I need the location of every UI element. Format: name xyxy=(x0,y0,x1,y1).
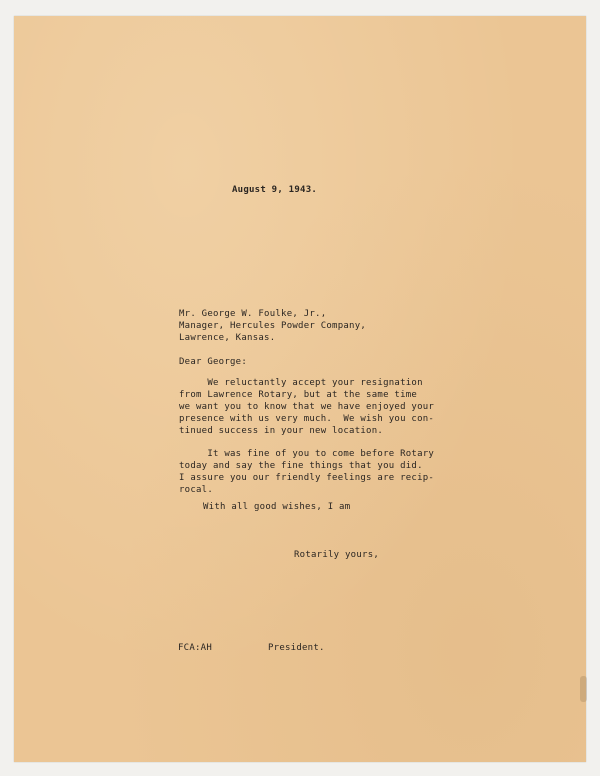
body-paragraph-1 xyxy=(179,377,434,437)
recipient-city: Lawrence, Kansas. xyxy=(179,333,276,343)
paragraph-line: today and say the fine things that you did. xyxy=(179,461,423,471)
paragraph-line: tinued success in your new location. xyxy=(179,426,384,436)
recipient-name: Mr. George W. Foulke, Jr., xyxy=(179,309,327,319)
paragraph-line: It was fine of you to come before Rotary xyxy=(179,449,435,459)
body-paragraph-3: With all good wishes, I am xyxy=(203,502,351,512)
paragraph-line: I assure you our friendly feelings are recip- xyxy=(179,473,435,483)
paragraph-line: rocal. xyxy=(179,485,214,495)
edge-stain xyxy=(580,676,587,702)
letter-date: August 9, 1943. xyxy=(232,185,318,195)
complimentary-closing: Rotarily yours, xyxy=(294,550,380,560)
paragraph-line: We reluctantly accept your resignation xyxy=(179,378,423,388)
signature-title: President. xyxy=(268,643,325,653)
recipient-address xyxy=(179,308,366,344)
paragraph-line: presence with us very much. We wish you con- xyxy=(179,414,435,424)
paragraph-line: we want you to know that we have enjoyed your xyxy=(179,402,435,412)
reference-initials: FCA:AH xyxy=(178,643,213,653)
letter-page xyxy=(14,16,586,762)
salutation: Dear George: xyxy=(179,357,248,367)
body-paragraph-2 xyxy=(179,448,434,496)
paragraph-line: from Lawrence Rotary, but at the same time xyxy=(179,390,418,400)
recipient-title: Manager, Hercules Powder Company, xyxy=(179,321,367,331)
